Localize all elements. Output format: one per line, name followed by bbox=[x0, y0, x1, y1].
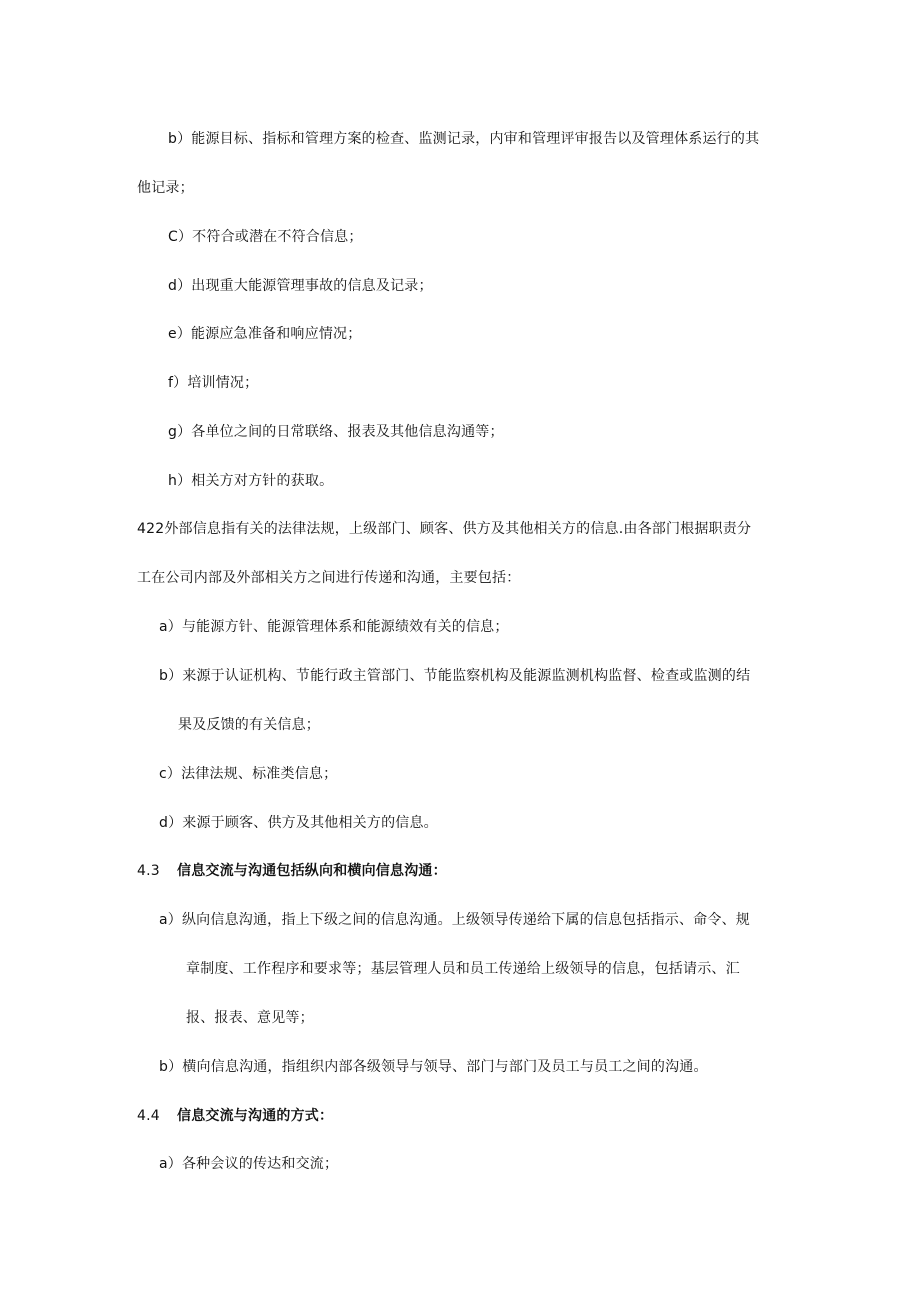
list-item-a-vertical: a）纵向信息沟通，指上下级之间的信息沟通。上级领导传递给下属的信息包括指示、命令、规 bbox=[159, 912, 750, 928]
list-item-b-horizontal: b）横向信息沟通，指组织内部各级领导与领导、部门与部门及员工与员工之间的沟通。 bbox=[159, 1059, 708, 1075]
list-item-f-training: f）培训情况； bbox=[168, 375, 259, 391]
list-item-b-records-cont: 他记录； bbox=[137, 180, 194, 196]
paragraph-422: 422外部信息指有关的法律法规，上级部门、顾客、供方及其他相关方的信息.由各部门根据职责分 bbox=[137, 521, 752, 537]
list-item-d-customers: d）来源于顾客、供方及其他相关方的信息。 bbox=[159, 815, 438, 831]
section-title: 信息交流与沟通包括纵向和横向信息沟通： bbox=[177, 863, 447, 879]
list-item-a-meetings: a）各种会议的传达和交流； bbox=[159, 1156, 339, 1172]
section-number: 4.3 bbox=[137, 863, 160, 879]
section-number: 4.4 bbox=[137, 1108, 160, 1124]
list-item-c-laws: c）法律法规、标准类信息； bbox=[159, 766, 338, 782]
list-item-a-vertical-cont: 章制度、工作程序和要求等；基层管理人员和员工传递给上级领导的信息，包括请示、汇 bbox=[186, 961, 740, 977]
list-item-g-liaison: g）各单位之间的日常联络、报表及其他信息沟通等； bbox=[168, 424, 504, 440]
list-item-c-nonconformity: C）不符合或潜在不符合信息； bbox=[168, 229, 363, 245]
list-item-b-records: b）能源目标、指标和管理方案的检查、监测记录，内审和管理评审报告以及管理体系运行的其 bbox=[168, 131, 760, 147]
section-heading-4-4 bbox=[137, 1107, 333, 1125]
paragraph-422-cont: 工在公司内部及外部相关方之间进行传递和沟通，主要包括： bbox=[137, 570, 521, 586]
list-item-a-vertical-cont2: 报、报表、意见等； bbox=[186, 1010, 314, 1026]
list-item-h-policy: h）相关方对方针的获取。 bbox=[168, 473, 334, 489]
section-heading-4-3 bbox=[137, 862, 447, 880]
list-item-b-sources-cont: 果及反馈的有关信息； bbox=[178, 717, 320, 733]
list-item-d-accident: d）出现重大能源管理事故的信息及记录； bbox=[168, 278, 433, 294]
list-item-b-sources: b）来源于认证机构、节能行政主管部门、节能监察机构及能源监测机构监督、检查或监测的结 bbox=[159, 668, 751, 684]
list-item-e-emergency: e）能源应急准备和响应情况； bbox=[168, 326, 362, 342]
list-item-a-energy-policy: a）与能源方针、能源管理体系和能源绩效有关的信息； bbox=[159, 619, 509, 635]
section-title: 信息交流与沟通的方式： bbox=[177, 1108, 334, 1124]
